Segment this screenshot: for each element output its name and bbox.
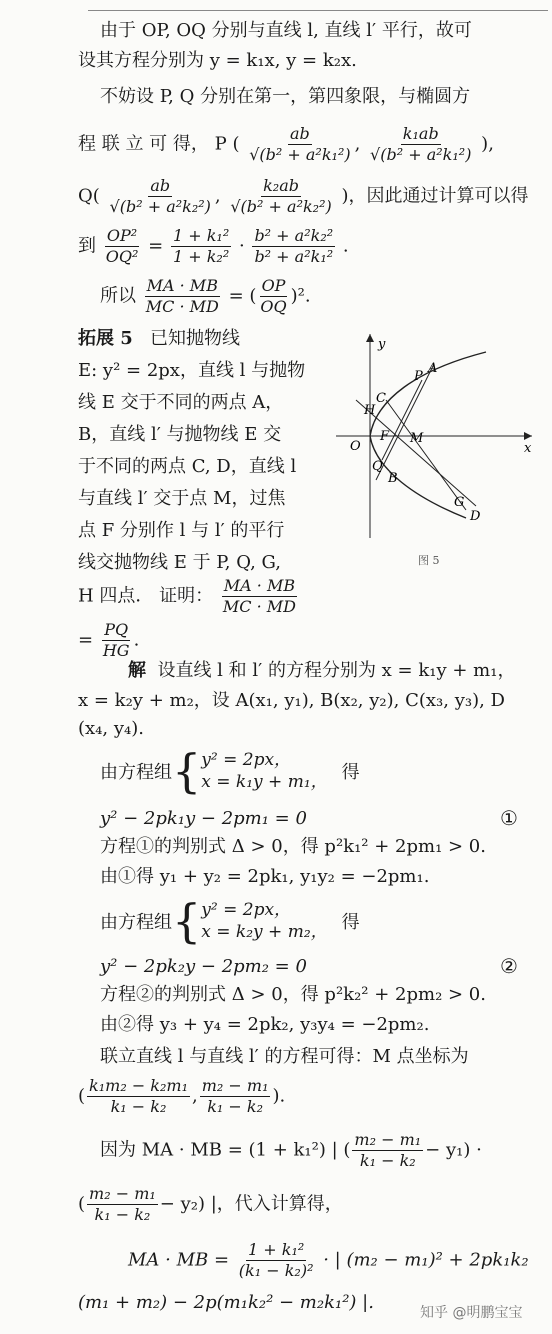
fraction-num: MA · MB [223,576,296,595]
extension-line-j [78,620,139,661]
fraction-den: k₁ − k₂ [110,1097,167,1116]
text-line-2: 设其方程分别为 y = k₁x, y = k₂x. [78,50,357,71]
fraction-num: m₂ − m₁ [354,1130,422,1149]
fraction-num: ab [290,124,310,143]
fraction-substitute [87,1184,158,1225]
fraction-ma-mb [144,276,221,317]
top-rule [88,10,548,11]
discriminant-2: 方程②的判别式 Δ > 0，得 p²k₂² + 2pm₂ > 0. [100,984,486,1005]
comma: , [192,1085,198,1107]
text-line-1: 由于 OP, OQ 分别与直线 l, 直线 l′ 平行，故可 [100,20,472,41]
label-f: F [380,429,390,444]
label-g: G [454,495,465,510]
system-1-line-2: x = k₁y + m₁， [201,772,328,792]
dot-operator: · [238,235,245,257]
extension-line-g: 点 F 分别作 l 与 l′ 的平行 [78,520,285,541]
fraction-pq-hg [101,620,132,661]
fraction-den: (k₁ − k₂)² [238,1261,314,1280]
fraction-den: HG [102,641,130,660]
label-m: M [410,431,424,446]
line-hg [386,400,466,510]
extension-line-i [78,576,300,617]
vieta-1: 由①得 y₁ + y₂ = 2pk₁, y₁y₂ = −2pm₁. [100,866,430,887]
fraction-because [352,1130,423,1171]
system-2-line-2: x = k₂y + m₂， [201,922,328,942]
extension-line-b: E: y² = 2px，直线 l 与抛物 [78,360,306,381]
fraction-op-oq-sq [104,226,141,267]
fraction-num: b² + a²k₂² [254,226,334,245]
solution-label: 解 [128,660,146,681]
fraction-k-ratio [171,226,231,267]
text-line-4: 程 联 立 可 得， P ( $\frac{ab}{\text{√(b² + a²k₁²)}}$ , $\frac{\text{k₁ab}}{\text{√(b² + a²k₁²)}}$ ), [78,124,494,164]
system-1-lines [201,749,327,793]
text-line-5: Q( $\frac{ab}{\text{√(b² + a²k₂²)}}$ , $\frac{\text{k₂ab}}{\text{√(b² + a²k₂²)}}$ )，因此通过计算可以得 [78,176,529,216]
equals-sign: = [148,235,164,257]
extension-intro: 已知抛物线 [149,328,240,349]
extension-prove-label: H 四点． 证明： [78,585,214,607]
label-q: Q [372,459,383,474]
solution-line-d: (x₄, y₄). [78,718,144,739]
fraction-num: ab [150,176,171,195]
equation-system-1 [100,744,360,798]
fraction-op-oq [258,276,288,317]
fraction-num: PQ [104,620,129,639]
label-o: O [350,439,361,454]
system-2-lines [201,899,327,943]
discriminant-1: 方程①的判别式 Δ > 0，得 p²k₁² + 2pm₁ > 0. [100,836,486,857]
fraction-q-y [228,176,333,217]
fraction-num: k₁ab [402,124,439,143]
fraction-num: m₂ − m₁ [201,1076,269,1095]
extension-line-c: 线 E 交于不同的两点 A， [78,392,284,413]
text-line-7-end: )². [290,285,311,307]
fraction-den: OQ [260,297,287,316]
label-d: D [470,509,481,524]
equation-2-number: ② [500,954,518,978]
fraction-m-x [87,1076,190,1117]
equation-1: y² − 2pk₁y − 2pm₁ = 0 [100,808,307,829]
extension-line-e: 于不同的两点 C, D，直线 l [78,456,297,477]
paren-open: ( [78,1085,86,1107]
system-1-line-1: y² = 2px， [201,750,292,770]
extension-line-h: 线交抛物线 E 于 P, Q, G, [78,552,281,573]
final-line-2: (m₁ + m₂) − 2p(m₁k₂² − m₂k₁²) |. [78,1292,374,1313]
line-l [376,364,434,480]
label-h: H [364,403,376,418]
solution-line-c: x = k₂y + m₂，设 A(x₁, y₁), B(x₂, y₂), C(x₃, y₃), D [78,690,505,711]
text-line-3: 不妨设 P, Q 分别在第一，第四象限，与椭圆方 [100,86,471,107]
because-line [100,1130,482,1171]
fraction-den: √(b² + a²k₁²) [370,145,472,164]
fraction-final [237,1240,316,1281]
period: . [342,235,349,257]
line-pq [382,380,422,460]
equation-1-number: ① [500,806,518,830]
fraction-den: k₁ − k₂ [94,1205,151,1224]
paren-close: ). [272,1085,286,1107]
fraction-den: b² + a²k₁² [254,247,334,266]
label-p: P [414,369,423,384]
system-1-prefix: 由方程组 [100,762,172,783]
fraction-p-x [247,124,352,165]
label-y: y [378,337,386,352]
because-start: 因为 MA · MB = (1 + k₁²) | ( [100,1139,351,1161]
system-2-prefix: 由方程组 [100,912,172,933]
text-line-4-end: ), [481,133,494,155]
text-line-5-end: )，因此通过计算可以得 [341,185,529,207]
fraction-den: 1 + k₂² [172,247,230,266]
text-line-7-start: 所以 [100,285,136,307]
system-2-line-1: y² = 2px， [201,900,292,920]
fraction-den: OQ² [105,247,139,266]
because-end: − y₁) · [425,1139,482,1161]
extension-line-f: 与直线 l′ 交于点 M，过焦 [78,488,286,509]
fraction-ab-ratio [252,226,335,267]
label-c: C [376,391,386,406]
equals-sign: = [78,629,94,651]
fraction-q-x [108,176,213,217]
final-line-1 [128,1240,529,1281]
fraction-num: 1 + k₁² [248,1240,305,1259]
text-line-7 [100,276,311,317]
solution-line-a [128,660,515,682]
system-2-suffix: 得 [341,912,360,933]
brace-icon: { [172,744,202,798]
zhihu-watermark: 知乎 @明鹏宝宝 [420,1305,523,1321]
final-end: · | (m₂ − m₁)² + 2pk₁k₂ [323,1249,529,1271]
label-x: x [524,441,532,456]
fraction-m-y [200,1076,271,1117]
fraction-ma-mb-prove [221,576,298,617]
brace-icon: { [172,894,202,948]
text-line-6 [78,226,349,267]
fraction-den: MC · MD [222,597,296,616]
text-line-4-start: 程 联 立 可 得， P ( [78,133,240,155]
substitute-end: − y₂) |，代入计算得， [159,1193,343,1215]
vieta-2: 由②得 y₃ + y₄ = 2pk₂, y₃y₄ = −2pm₂. [100,1014,430,1035]
text-line-7-mid: = ( [228,285,257,307]
label-a: A [428,361,438,376]
period: . [133,629,140,651]
fraction-num: OP [261,276,286,295]
extension-title-line [78,328,240,350]
x-axis-arrow [524,432,532,440]
fraction-den: k₁ − k₂ [207,1097,263,1116]
parabola-figure [336,330,536,540]
fraction-num: 1 + k₁² [172,226,230,245]
equation-2: y² − 2pk₂y − 2pm₂ = 0 [100,956,307,977]
final-start: MA · MB = [128,1249,230,1271]
fraction-num: k₂ab [263,176,299,195]
fraction-p-y [368,124,473,165]
system-1-suffix: 得 [341,762,360,783]
fraction-den: k₁ − k₂ [359,1151,416,1170]
m-coordinate-line [78,1076,285,1117]
extension-line-d: B，直线 l′ 与抛物线 E 交 [78,424,282,445]
fraction-num: OP² [106,226,138,245]
y-axis-arrow [366,334,374,342]
fraction-num: m₂ − m₁ [89,1184,156,1203]
solution-text: 设直线 l 和 l′ 的方程分别为 x = k₁y + m₁， [157,660,516,681]
label-b: B [388,471,398,486]
fraction-den: √(b² + a²k₁²) [249,145,351,164]
figure-caption: 图 5 [418,554,440,567]
extension-title: 拓展 5 [78,328,133,349]
fraction-num: MA · MB [146,276,218,295]
fraction-num: k₁m₂ − k₂m₁ [89,1076,188,1095]
fraction-den: √(b² + a²k₂²) [230,197,332,216]
fraction-den: MC · MD [145,297,219,316]
paren-open: ( [78,1193,86,1215]
fraction-den: √(b² + a²k₂²) [109,197,211,216]
text-line-5-start: Q( [78,185,100,207]
equation-system-2 [100,894,360,948]
join-line: 联立直线 l 与直线 l′ 的方程可得：M 点坐标为 [100,1046,469,1067]
substitute-line [78,1184,343,1225]
text-line-6-start: 到 [78,235,96,257]
